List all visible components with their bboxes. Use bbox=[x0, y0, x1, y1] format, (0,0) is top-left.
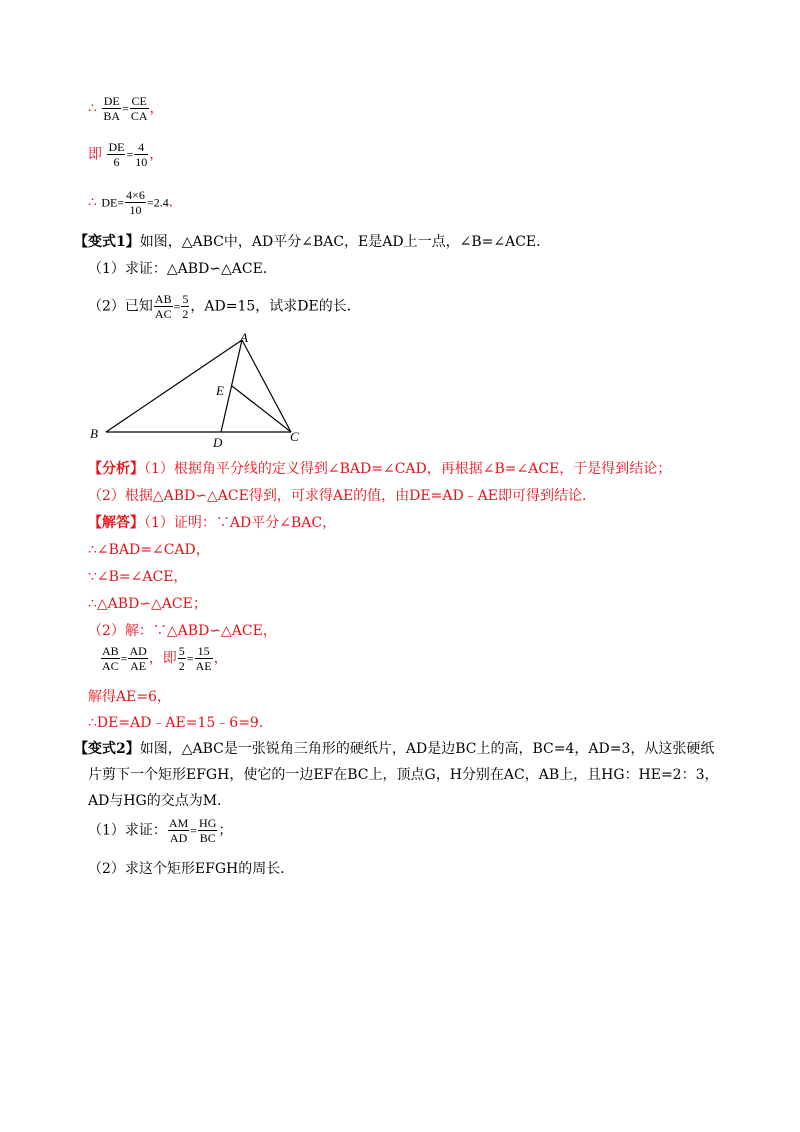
segment-ad bbox=[221, 340, 242, 432]
variant2-line-1: 【变式2】如图，△ABC是一张锐角三角形的硬纸片，AD是边BC上的高，BC=4，AD=3，从这张硬纸 bbox=[74, 741, 715, 757]
fraction-4x6-10: $\frac{4\times 6}{10}$ bbox=[126, 188, 145, 217]
analysis-tag: 【分析】 bbox=[88, 461, 144, 477]
fraction-am-ad: $\frac{AM}{AD}$ bbox=[168, 816, 189, 845]
triangle-figure bbox=[86, 330, 316, 452]
top-line-1: ∴ $\frac{DE}{BA}$ = $\frac{CE}{CA}$ ， bbox=[88, 94, 164, 123]
top-line-2: 即 $\frac{DE}{6}$ = $\frac{4}{10}$ ， bbox=[88, 140, 164, 169]
segment-ec bbox=[232, 386, 291, 432]
variant2-line-2: 片剪下一个矩形EFGH，使它的一边EF在BC上，顶点G，H分别在AC，AB上，且HG：HE=2：3， bbox=[88, 767, 719, 783]
namely-label: 即 bbox=[88, 146, 102, 163]
fraction-de-ba: $\frac{DE}{BA}$ bbox=[103, 94, 121, 123]
answer-line-8: ∴DE=AD﹣AE=15﹣6=9． bbox=[88, 715, 273, 731]
variant1-tag: 【变式1】 bbox=[74, 234, 140, 250]
fraction-ce-ca: $\frac{CE}{CA}$ bbox=[130, 94, 148, 123]
fraction-15-ae: $\frac{15}{AE}$ bbox=[195, 644, 212, 673]
answer-line-7: 解得AE=6， bbox=[88, 689, 171, 705]
label-d: D bbox=[213, 435, 223, 450]
analysis-line-1: 【分析】（1）根据角平分线的定义得到∠BAD=∠CAD，再根据∠B=∠ACE，于是得到结论； bbox=[88, 461, 672, 477]
answer-line-4: ∴△ABD∽△ACE； bbox=[88, 596, 207, 612]
answer-line-3: ∵∠B=∠ACE， bbox=[88, 569, 188, 585]
fraction-de-6: $\frac{DE}{6}$ bbox=[108, 140, 125, 169]
fraction-5-2: $\frac{5}{2}$ bbox=[182, 292, 189, 321]
fraction-4-10: $\frac{4}{10}$ bbox=[135, 140, 148, 169]
answer-line-2: ∴∠BAD=∠CAD， bbox=[88, 542, 210, 558]
variant2-question-1: （1）求证： $\frac{AM}{AD}$ = $\frac{HG}{BC}$ ； bbox=[88, 816, 233, 845]
variant1-statement: 【变式1】如图，△ABC中，AD平分∠BAC，E是AD上一点，∠B=∠ACE． bbox=[74, 234, 551, 250]
fraction-5-2: $\frac{5}{2}$ bbox=[178, 644, 185, 673]
label-b: B bbox=[90, 426, 98, 441]
variant1-question-2: （2）已知 $\frac{AB}{AC}$ = $\frac{5}{2}$ ，AD=15，试求DE的长． bbox=[88, 292, 361, 321]
fraction-ad-ae: $\frac{AD}{AE}$ bbox=[129, 644, 147, 673]
analysis-line-2: （2）根据△ABD∽△ACE得到，可求得AE的值，由DE=AD﹣AE即可得到结论． bbox=[88, 488, 597, 504]
therefore-symbol: ∴ bbox=[88, 100, 97, 117]
variant1-question-1: （1）求证：△ABD∽△ACE． bbox=[88, 261, 277, 277]
variant2-tag: 【变式2】 bbox=[74, 741, 140, 757]
answer-line-1: 【解答】（1）证明：∵AD平分∠BAC， bbox=[88, 515, 337, 531]
answer-line-5: （2）解：∵△ABD∽△ACE， bbox=[88, 623, 277, 639]
fraction-ab-ac: $\frac{AB}{AC}$ bbox=[154, 292, 172, 321]
therefore-symbol: ∴ bbox=[88, 194, 97, 211]
variant2-line-3: AD与HG的交点为M． bbox=[88, 793, 232, 809]
answer-tag: 【解答】 bbox=[88, 515, 144, 531]
answer-line-6: $\frac{AB}{AC}$ = $\frac{AD}{AE}$ ，即 $\frac{5}{2}$ = $\frac{15}{AE}$ ， bbox=[102, 644, 228, 673]
label-c: C bbox=[290, 429, 299, 444]
fraction-ab-ac: $\frac{AB}{AC}$ bbox=[102, 644, 119, 673]
side-ac bbox=[242, 340, 291, 432]
fraction-hg-bc: $\frac{HG}{BC}$ bbox=[199, 816, 217, 845]
label-e: E bbox=[216, 383, 224, 398]
top-line-3: ∴ DE= $\frac{4\times 6}{10}$ =2.4． bbox=[88, 188, 183, 217]
label-a: A bbox=[240, 330, 248, 345]
variant2-question-2: （2）求这个矩形EFGH的周长． bbox=[88, 861, 295, 877]
